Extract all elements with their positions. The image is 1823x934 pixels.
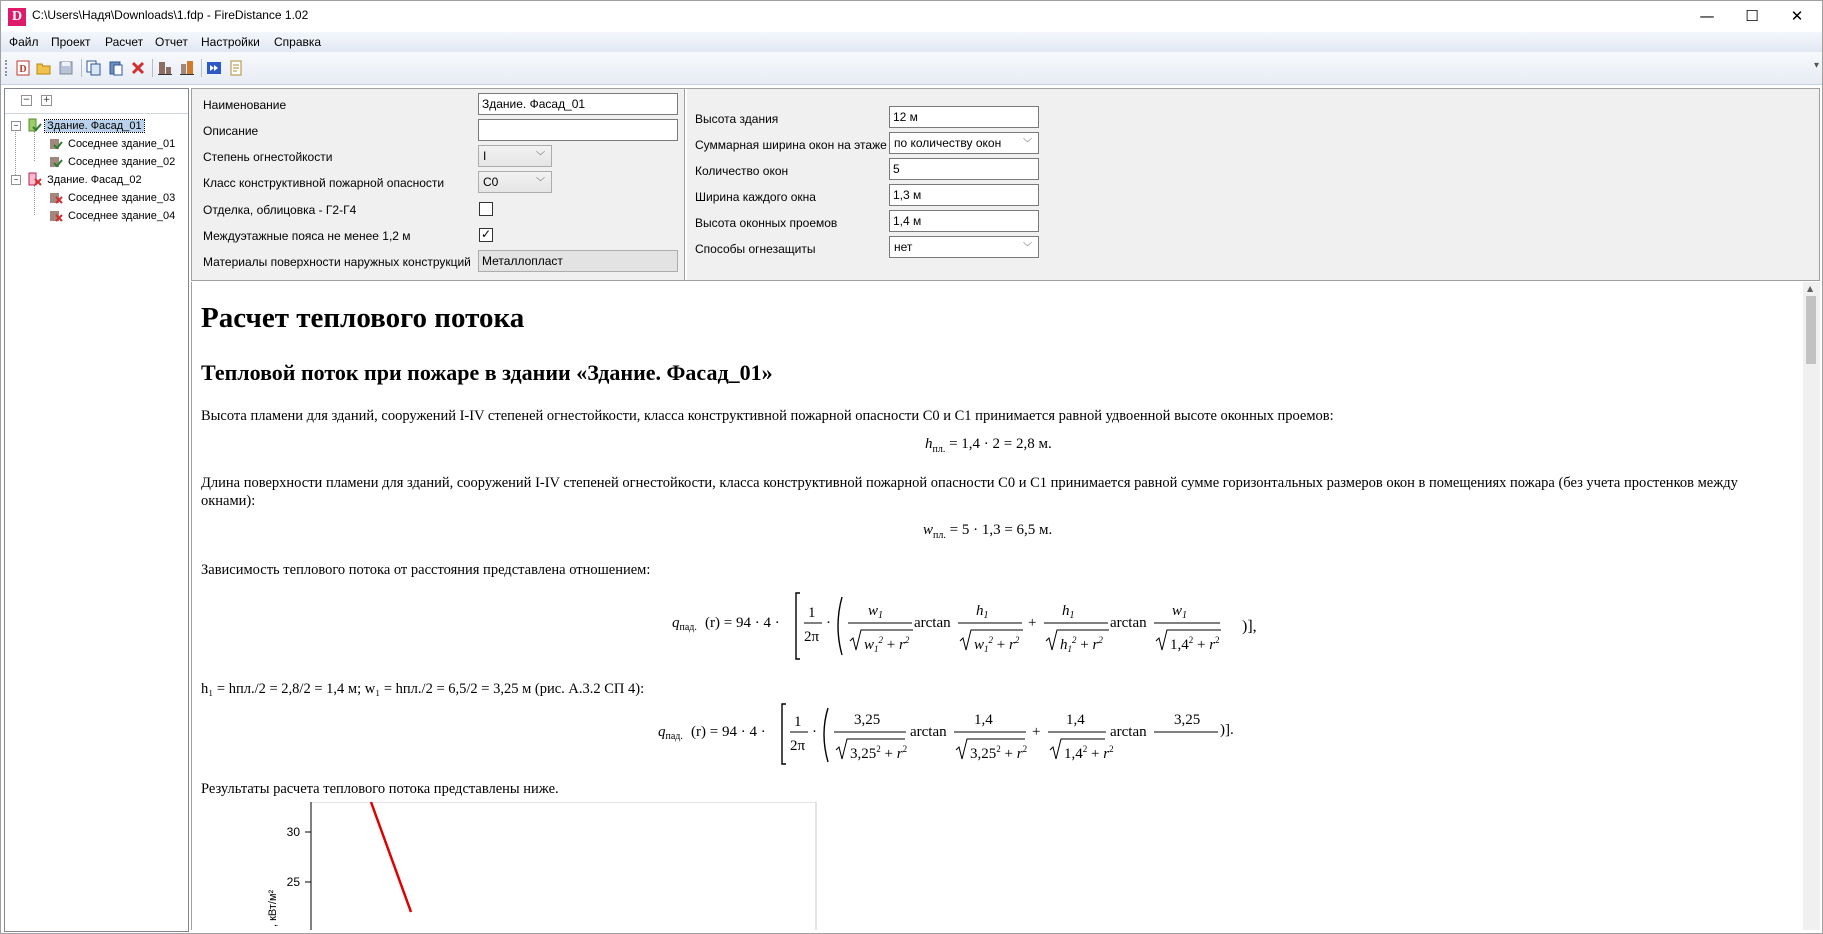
formula-one-2: 1 <box>794 714 802 730</box>
materials-label: Материалы поверхности наружных конструкций <box>203 255 471 269</box>
report-paragraph: Результаты расчета теплового потока представлены ниже. <box>201 781 559 797</box>
formula-w1-sq: $w_1^2 + r^2$ <box>864 635 910 654</box>
formula-325-sq-2: $3,25^2 + r^2$ <box>970 744 1028 762</box>
window-height-label: Высота оконных проемов <box>695 216 838 230</box>
description-input[interactable] <box>478 119 678 141</box>
formula-lhs-2: $q_{пад.}$ <box>658 724 683 742</box>
collapse-toggle[interactable]: − <box>11 121 21 131</box>
menu-report[interactable]: Отчет <box>155 35 188 49</box>
chart-plot-area <box>311 802 816 930</box>
chevron-down-icon: ﹀ <box>535 177 545 187</box>
floor-belts-label: Междуэтажные пояса не менее 1,2 м <box>203 229 411 243</box>
tree-item-label: Здание. Фасад_01 <box>47 120 142 132</box>
formula-expression: = 5 · 1,3 = 6,5 м. <box>949 522 1053 538</box>
tree-item-neighbor-04[interactable] <box>49 208 177 224</box>
fire-protection-value: нет <box>894 240 913 254</box>
windows-width-sum-label: Суммарная ширина окон на этаже <box>695 138 887 152</box>
report-paragraph-where: h₁ = hпл./2 = 2,8/2 = 1,4 м; w₁ = hпл./2 = 6,5/2 = 3,25 м (рис. А.3.2 СП 4): <box>201 681 645 697</box>
flame-height-formula <box>925 436 1052 455</box>
neighbor-ok-icon <box>49 154 63 168</box>
chart-ytick-label: 25 <box>286 875 300 889</box>
formula-subscript: пл. <box>933 530 946 541</box>
formula-variable: h <box>925 436 933 452</box>
tree-connector <box>34 185 35 215</box>
report-title: Расчет теплового потока <box>201 302 525 334</box>
toolbar <box>0 52 1823 85</box>
formula-w1-b: $w_1$ <box>1172 603 1188 621</box>
chevron-down-icon: ﹀ <box>535 151 545 161</box>
formula-lhs: $q_{пад.}$ <box>672 615 697 633</box>
name-label: Наименование <box>203 98 287 112</box>
tree-item-label: Соседнее здание_01 <box>68 138 176 150</box>
fire-resistance-label: Степень огнестойкости <box>203 150 333 164</box>
new-project-icon[interactable] <box>15 60 31 76</box>
chevron-down-icon: ﹀ <box>1022 242 1032 252</box>
minimize-button[interactable]: — <box>1699 7 1715 25</box>
formula-325-b: 3,25 <box>1174 712 1201 728</box>
formula-one: 1 <box>808 605 816 621</box>
tree-item-label: Соседнее здание_02 <box>68 156 176 168</box>
delete-icon[interactable] <box>130 60 146 76</box>
toolbar-separator <box>152 59 153 77</box>
window-height-input[interactable]: 1,4 м <box>889 210 1039 232</box>
toolbar-separator <box>201 59 202 77</box>
formula-14-sq: $1,4^2 + r^2$ <box>1170 635 1220 653</box>
tree-item-neighbor-01[interactable] <box>49 136 177 152</box>
formula-arctan-3: arctan <box>910 724 947 740</box>
report-icon[interactable] <box>228 60 244 76</box>
window-width-input[interactable]: 1,3 м <box>889 184 1039 206</box>
collapse-all-button[interactable]: − <box>22 95 31 105</box>
report-paragraph: Длина поверхности пламени для зданий, сооружений I-IV степеней огнестойкости, класса конструктивной пожарной опасности С0 и С1 принимается равной сумме горизонтальных размеров окон в помещениях пожара (без учета простенков между окнами): <box>201 475 1738 509</box>
report-subtitle: Тепловой поток при пожаре в здании «Здание. Фасад_01» <box>201 360 773 385</box>
app-icon: D <box>8 8 26 26</box>
fire-resistance-select[interactable] <box>478 145 552 167</box>
collapse-toggle[interactable]: − <box>11 175 21 185</box>
properties-panel <box>191 88 1820 281</box>
formula-325-sq: $3,25^2 + r^2$ <box>850 744 908 762</box>
formula-end-2: )]. <box>1220 722 1234 738</box>
toolbar-separator <box>81 59 82 77</box>
tree-item-neighbor-03[interactable] <box>49 190 177 206</box>
project-tree <box>4 88 189 932</box>
flame-length-formula <box>923 522 1052 541</box>
report-paragraph: Высота пламени для зданий, сооружений I-IV степеней огнестойкости, класса конструктивной пожарной опасности С0 и С1 принимается равной удвоенной высоте оконных проемов: <box>201 408 1334 424</box>
building-ok-icon <box>28 118 42 132</box>
neighbor-error-icon <box>49 208 63 222</box>
fire-resistance-value: I <box>483 149 487 163</box>
construction-class-label: Класс конструктивной пожарной опасности <box>203 176 445 190</box>
building-height-label: Высота здания <box>695 112 779 126</box>
formula-arg-2: (r) = 94 · 4 · <box>691 724 766 740</box>
close-button[interactable]: ✕ <box>1790 7 1804 25</box>
tree-item-label: Здание. Фасад_02 <box>47 174 142 186</box>
window-title: C:\Users\Надя\Downloads\1.fdp - FireDistance 1.02 <box>32 8 309 22</box>
menu-project[interactable]: Проект <box>51 35 91 49</box>
construction-class-value: С0 <box>483 175 499 189</box>
formula-end: )], <box>1242 618 1257 635</box>
tree-item-building-01[interactable] <box>11 118 144 134</box>
expand-all-button[interactable]: + <box>42 95 51 105</box>
formula-h1-b: $h_1$ <box>1062 603 1075 621</box>
toolbar-overflow-icon[interactable]: ▾ <box>1813 60 1819 71</box>
copy-icon[interactable] <box>86 60 102 76</box>
paste-icon[interactable] <box>108 60 124 76</box>
formula-14-b: 1,4 <box>1066 712 1085 728</box>
materials-input[interactable]: Металлопласт <box>478 250 678 272</box>
tree-item-neighbor-02[interactable] <box>49 154 177 170</box>
windows-count-label: Количество окон <box>695 164 789 178</box>
menu-help[interactable]: Справка <box>274 35 322 49</box>
tree-item-building-02[interactable] <box>11 172 144 188</box>
heat-flux-general-formula <box>672 587 1232 665</box>
tree-connector <box>34 131 35 161</box>
building-height-input[interactable]: 12 м <box>889 106 1039 128</box>
formula-two-pi-2: 2π <box>790 738 806 754</box>
formula-h1: $h_1$ <box>976 603 989 621</box>
tree-header <box>5 89 188 114</box>
heat-flux-chart <box>192 802 832 930</box>
windows-width-sum-value: по количеству окон <box>894 136 1002 150</box>
add-neighbor-icon[interactable] <box>179 60 195 76</box>
formula-arctan-4: arctan <box>1110 724 1147 740</box>
add-building-icon[interactable] <box>157 60 173 76</box>
formula-w1-sq-2: $w_1^2 + r^2$ <box>974 635 1020 654</box>
svg-text:D: D <box>19 64 27 75</box>
scroll-thumb[interactable] <box>1806 296 1816 364</box>
formula-arctan-2: arctan <box>1110 615 1147 631</box>
description-label: Описание <box>203 124 259 138</box>
name-input[interactable]: Здание. Фасад_01 <box>478 93 678 115</box>
menu-calculation[interactable]: Расчет <box>105 35 144 49</box>
report-view <box>191 282 1802 930</box>
neighbor-ok-icon <box>49 136 63 150</box>
scroll-up-icon[interactable]: ▲ <box>1807 284 1814 293</box>
formula-variable: w <box>923 522 934 538</box>
formula-dot-2: · <box>812 724 817 740</box>
formula-325: 3,25 <box>854 712 881 728</box>
menu-settings[interactable]: Настройки <box>201 35 260 49</box>
tree-item-label: Соседнее здание_04 <box>68 210 176 222</box>
chart-ytick-label: 30 <box>286 825 300 839</box>
formula-dot: · <box>826 615 831 631</box>
checkmark-icon: ✓ <box>480 227 492 241</box>
formula-plus: + <box>1028 615 1037 631</box>
formula-two-pi: 2π <box>804 629 820 645</box>
windows-width-sum-select[interactable] <box>889 132 1039 154</box>
open-icon[interactable] <box>36 60 52 76</box>
formula-expression: = 1,4 · 2 = 2,8 м. <box>949 436 1052 452</box>
title-bar <box>0 0 1823 32</box>
floor-belts-checkbox[interactable] <box>479 228 493 242</box>
heat-flux-substituted-formula <box>658 700 1218 768</box>
formula-arg: (r) = 94 · 4 · <box>705 615 780 631</box>
maximize-button[interactable]: ☐ <box>1745 7 1759 25</box>
finish-checkbox[interactable] <box>479 202 493 216</box>
neighbor-error-icon <box>49 190 63 204</box>
finish-label: Отделка, облицовка - Г2-Г4 <box>203 203 357 217</box>
menu-bar <box>0 32 1823 52</box>
formula-plus-2: + <box>1032 724 1041 740</box>
toolbar-grip[interactable] <box>5 60 9 76</box>
formula-arctan-1: arctan <box>914 615 951 631</box>
chart-ylabel: , кВт/м² <box>267 889 279 927</box>
formula-w1: $w_1$ <box>868 603 884 621</box>
panel-divider <box>684 89 687 280</box>
report-scrollbar[interactable] <box>1803 282 1820 930</box>
formula-subscript: пл. <box>932 444 946 455</box>
fire-protection-select[interactable] <box>889 236 1039 258</box>
windows-count-input[interactable]: 5 <box>889 158 1039 180</box>
formula-14: 1,4 <box>974 712 993 728</box>
formula-14-sq-2: $1,4^2 + r^2$ <box>1064 744 1114 762</box>
menu-file[interactable]: Файл <box>9 35 39 49</box>
chevron-down-icon: ﹀ <box>1022 138 1032 148</box>
window-width-label: Ширина каждого окна <box>695 190 816 204</box>
run-calculation-icon[interactable] <box>206 60 222 76</box>
formula-h1-sq: $h_1^2 + r^2$ <box>1060 635 1103 654</box>
fire-protection-label: Способы огнезащиты <box>695 242 816 256</box>
save-icon[interactable] <box>58 60 74 76</box>
construction-class-select[interactable] <box>478 171 552 193</box>
building-error-icon <box>28 172 42 186</box>
tree-item-label: Соседнее здание_03 <box>68 192 176 204</box>
report-paragraph: Зависимость теплового потока от расстояния представлена отношением: <box>201 562 651 578</box>
